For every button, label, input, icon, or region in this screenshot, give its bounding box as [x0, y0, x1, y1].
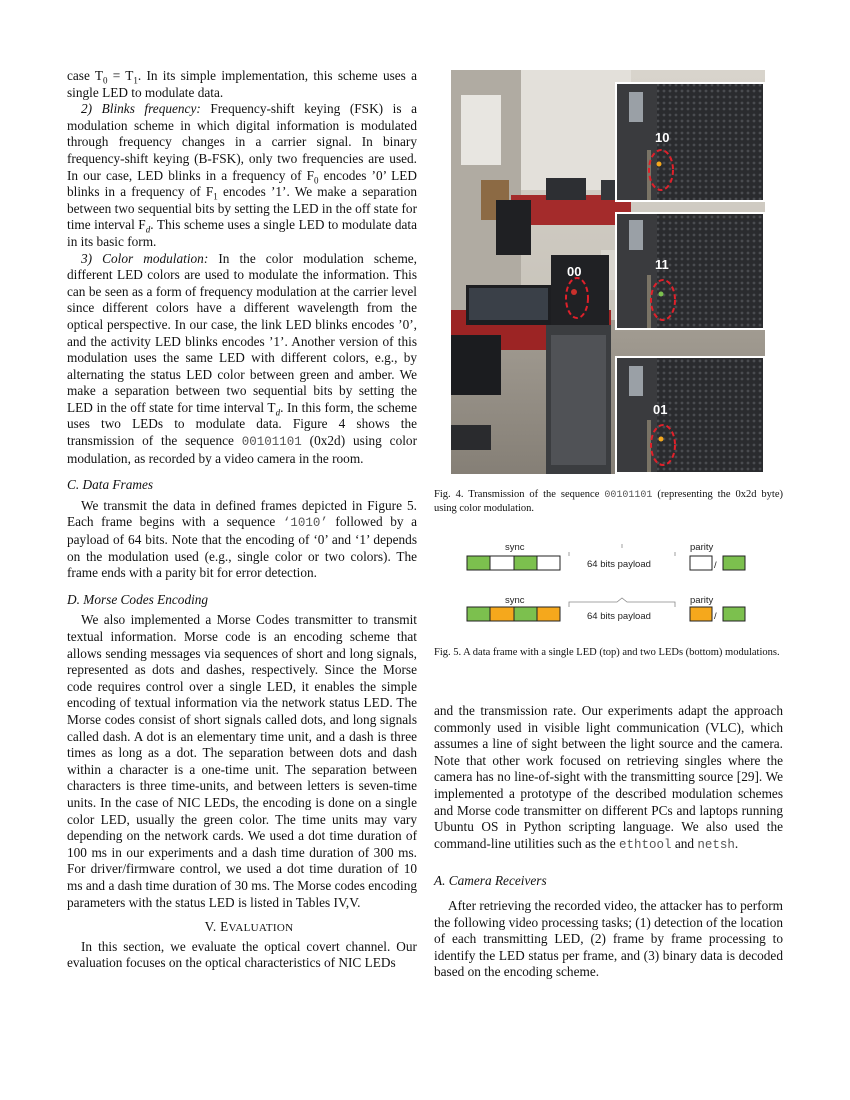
top-sync-label: sync	[505, 542, 525, 553]
fig4-label-01: 01	[653, 402, 668, 417]
paragraph-transmission-rate: and the transmission rate. Our experiments adapt the approach commonly used in visible light communication (VLC), which assumes a line of sight between the light source and the camera. Note that other work focused on retrieving singles where the camera has no line-of-sight with the transmitting source [29]. We implemented a prototype of the described modulation schemes and Morse code transmitter on different PCs and laptops running Ubuntu OS in Python scripting language. We also used the command-line utilities such as the ethtool and netsh.	[434, 703, 783, 852]
frame-single-led	[467, 542, 745, 571]
figure-4-caption: Fig. 4. Transmission of the sequence 00101101 (representing the 0x2d byte) using color modulation.	[434, 489, 783, 514]
figure-4-photo	[451, 70, 765, 474]
bottom-sync-label: sync	[505, 595, 525, 606]
top-parity-label: parity	[690, 542, 714, 553]
figure-5-caption: Fig. 5. A data frame with a single LED (top) and two LEDs (bottom) modulations.	[434, 647, 780, 658]
right-column	[434, 703, 783, 981]
section-heading-morse-codes: D. Morse Codes Encoding	[67, 591, 209, 607]
top-parity-bit-a	[690, 556, 712, 570]
section-heading-data-frames: C. Data Frames	[67, 477, 154, 493]
bottom-sync-bit-4	[537, 607, 560, 621]
bottom-sync-bit-1	[467, 607, 490, 621]
paragraph-data-frames: We transmit the data in defined frames depicted in Figure 5. Each frame begins with a sequence ‘1010’ followed by a payload of 64 bits. Note that the encoding of ‘0’ and ‘1’ depends on the modulation used (e.g., single color or two colors). The frame ends with a parity bit for error detection.	[67, 497, 417, 581]
bottom-parity-label: parity	[690, 595, 714, 606]
top-sync-bit-4	[537, 556, 560, 570]
bottom-sync-bit-2	[490, 607, 514, 621]
bottom-parity-bit-b	[723, 607, 745, 621]
inset-panel-top	[615, 82, 765, 202]
paragraph-simple-implementation: case $T_0 = T_1$. In its simple implementation, this scheme uses a single LED to modulate data.	[67, 68, 417, 100]
paragraph-camera-receivers: After retrieving the recorded video, the attacker has to perform the following video processing tasks; (1) detection of the location of each transmitting LED, (2) frame by frame processing to identify the LED status per frame, and (3) binary data is decoded based on the encoding scheme.	[434, 897, 783, 980]
top-parity-bit-b	[723, 556, 745, 570]
paragraph-blinks-frequency: 2) Blinks frequency: Frequency-shift keying (FSK) is a modulation scheme in which digital information is modulated through frequency changes in a carrier signal. In binary frequency-shift keying (B-FSK), only two frequencies are used. In our case, LED blinks in a frequency of $F_0$ encodes ’0’ LED blinks in a frequency of $F_1$ encodes ’1’. We make a separation between two sequential bits by setting the LED in the off state for time interval $F_d$. This scheme uses a single LED to modulate data in its basic form.	[67, 101, 417, 249]
paragraph-morse-codes: We also implemented a Morse Codes transmitter to transmit textual information. Morse code is an encoding scheme that allows sending messages via sequences of short and long signals, represented as dots and dashes, respectively. Since the Morse code requires control over a single LED, it enables the simple encoding of textual information via the network status LED. The Morse codes consist of short signals called dots, and long signals called dash. A dot is an elementary time unit, and a dash is three times as long as a dot. The separation between dots and dash within a character is a one-time unit. The separation between characters is three time-units, and between letters is seven-time units. In the case of NIC LEDs, the encoding is done on a single color LED, usually the green color. The time units may vary depending on the network cards. We used a dot time duration of 100 ms in our experiments and a dash time duration of 300 ms. For driver/firmware control, we used a dot time duration of 10 ms and a dash time duration of 30 ms. The Morse codes encoding parameters with the status LED is listed in Tables IV,V.	[67, 612, 417, 910]
inset-panel-bottom	[615, 356, 765, 474]
paragraph-evaluation-intro: In this section, we evaluate the optical covert channel. Our evaluation focuses on the optical characteristics of NIC LEDs	[67, 938, 417, 971]
top-sync-bit-3	[514, 556, 537, 570]
fig4-label-00: 00	[567, 264, 582, 279]
top-sync-bit-1	[467, 556, 490, 570]
inset-panel-middle	[615, 212, 765, 330]
figure-5-diagram	[465, 538, 765, 628]
section-title-evaluation: V. EVALUATION	[204, 919, 294, 935]
left-column	[67, 68, 417, 972]
paragraph-color-modulation: 3) Color modulation: In the color modulation scheme, different LED colors are used to modulate the information. This can be seen as a form of frequency modulation at the carrier level since different colors have a different wavelength from the optical perspective. In our case, the link LED blinks encodes ’0’, and the activity LED blinks encodes ’1’. Another version of this modulation uses the same LED with different colors, e.g., by alternating the status LED color between green and amber. We make a separation between two sequential bits by setting the LED in the off state for time interval $T_d$. In this form, the scheme uses two LEDs to modulate data. Figure 4 shows the transmission of the sequence 00101101 (0x2d) using color modulation, as recorded by a video camera in the room.	[67, 250, 418, 466]
bottom-payload-label: 64 bits payload	[587, 611, 651, 622]
top-payload-label: 64 bits payload	[587, 559, 651, 570]
fig4-label-10: 10	[655, 130, 670, 145]
bottom-parity-slash: /	[714, 611, 717, 622]
bottom-sync-bit-3	[514, 607, 537, 621]
fig4-label-11: 11	[655, 257, 669, 272]
bottom-parity-bit-a	[690, 607, 712, 621]
frame-two-leds	[467, 595, 745, 622]
section-heading-camera-receivers: A. Camera Receivers	[434, 873, 547, 889]
top-sync-bit-2	[490, 556, 514, 570]
top-parity-slash: /	[714, 560, 717, 571]
